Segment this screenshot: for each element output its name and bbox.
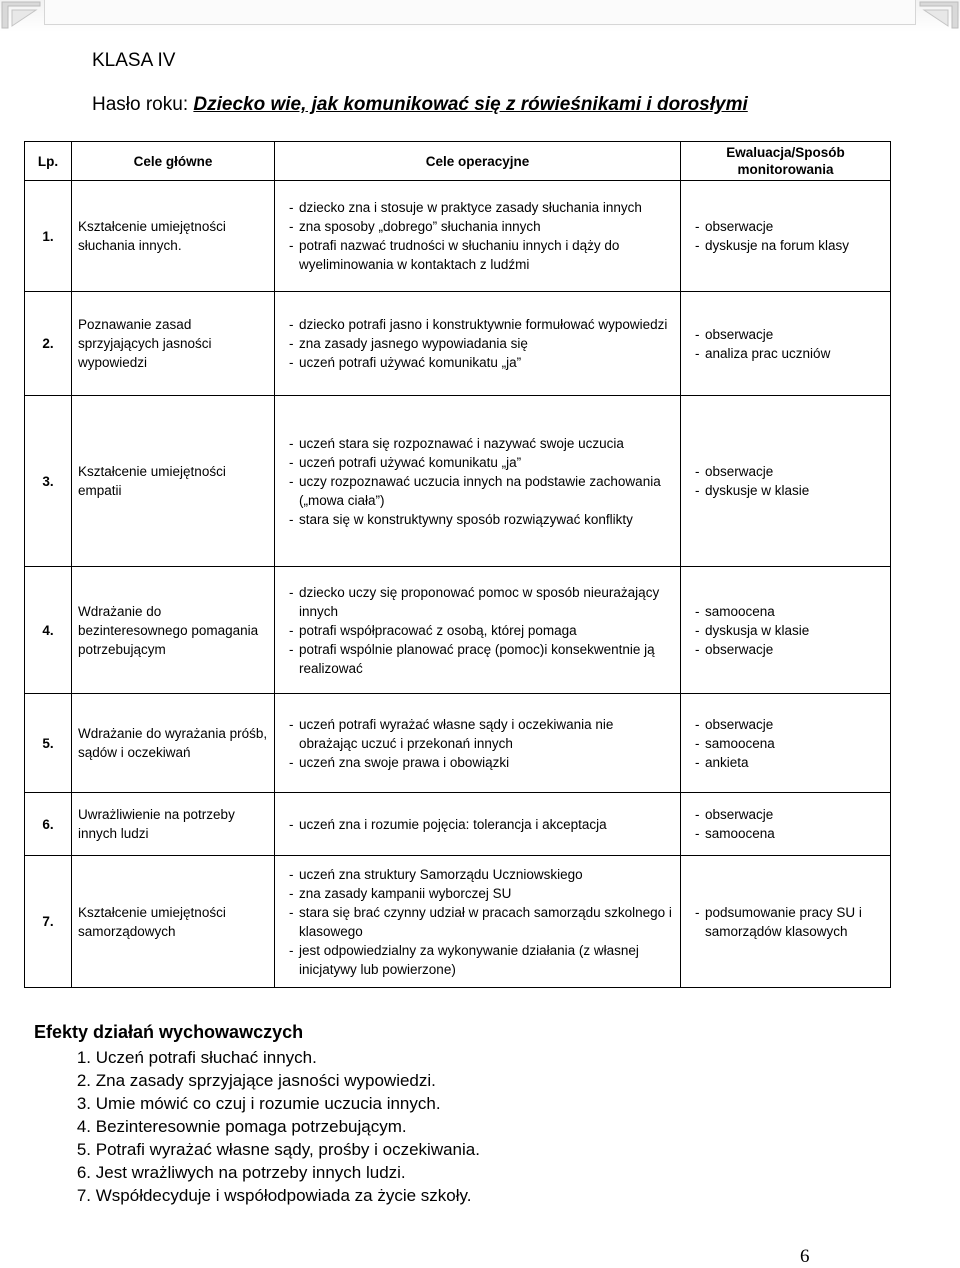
operational-goals: [275, 292, 681, 396]
table-row: [25, 181, 891, 292]
list-item: - dziecko potrafi jasno i konstruktywnie formułować wypowiedzi: [289, 315, 674, 334]
header-evaluation: Ewaluacja/Sposób monitorowania: [681, 142, 891, 181]
list-item: - obserwacje: [695, 640, 884, 659]
evaluation-methods: [681, 567, 891, 694]
effect-number: 5.: [76, 1140, 91, 1159]
list-item: - obserwacje: [695, 325, 884, 344]
corner-ornament-icon: [0, 0, 44, 30]
list-item: - podsumowanie pracy SU i samorządów klasowych: [695, 903, 884, 941]
list-item: - dziecko uczy się proponować pomoc w sposób nieurażający innych: [289, 583, 674, 621]
header-operational-goals: Cele operacyjne: [275, 142, 681, 181]
list-item: - potrafi wspólnie planować pracę (pomoc)i konsekwentnie ją realizować: [289, 640, 674, 678]
class-title: KLASA IV: [92, 50, 176, 71]
effect-number: 2.: [76, 1071, 91, 1090]
operational-goals: [275, 856, 681, 988]
motto-label: Hasło roku:: [92, 94, 189, 115]
list-item: - uczeń stara się rozpoznawać i nazywać swoje uczucia: [289, 434, 674, 453]
effect-number: 4.: [76, 1117, 91, 1136]
table-row: [25, 856, 891, 988]
main-goal: Poznawanie zasad sprzyjających jasności wypowiedzi: [72, 292, 275, 396]
evaluation-methods: [681, 694, 891, 793]
header-frame: [44, 0, 916, 25]
row-number: 7.: [25, 856, 72, 988]
main-goal: Uwrażliwienie na potrzeby innych ludzi: [72, 793, 275, 856]
effect-item: [34, 1115, 480, 1138]
row-number: 2.: [25, 292, 72, 396]
list-item: - obserwacje: [695, 462, 884, 481]
table-header-row: [25, 142, 891, 181]
operational-goals: [275, 181, 681, 292]
motto-text: Dziecko wie, jak komunikować się z rówieśnikami i dorosłymi: [193, 94, 748, 115]
list-item: - samoocena: [695, 824, 884, 843]
list-item: - uczeń zna i rozumie pojęcia: tolerancja i akceptacja: [289, 815, 674, 834]
operational-goals: [275, 396, 681, 567]
effect-item: [34, 1138, 480, 1161]
list-item: - dziecko zna i stosuje w praktyce zasady słuchania innych: [289, 198, 674, 217]
table-row: [25, 694, 891, 793]
evaluation-methods: [681, 292, 891, 396]
operational-goals: [275, 567, 681, 694]
evaluation-methods: [681, 396, 891, 567]
main-goal: Kształcenie umiejętności empatii: [72, 396, 275, 567]
table-row: [25, 396, 891, 567]
list-item: - uczeń zna struktury Samorządu Uczniowskiego: [289, 865, 674, 884]
list-item: - obserwacje: [695, 805, 884, 824]
list-item: - uczeń potrafi używać komunikatu „ja”: [289, 453, 674, 472]
table-row: [25, 793, 891, 856]
list-item: - obserwacje: [695, 217, 884, 236]
row-number: 3.: [25, 396, 72, 567]
list-item: - dyskusja w klasie: [695, 621, 884, 640]
operational-goals: [275, 793, 681, 856]
list-item: - potrafi nazwać trudności w słuchaniu innych i dąży do wyeliminowania w kontaktach z ludźmi: [289, 236, 674, 274]
main-goal: Wdrażanie do wyrażania próśb, sądów i oczekiwań: [72, 694, 275, 793]
main-goal: Kształcenie umiejętności samorządowych: [72, 856, 275, 988]
effect-text: Potrafi wyrażać własne sądy, prośby i oczekiwania.: [95, 1140, 480, 1159]
effect-text: Jest wrażliwych na potrzeby innych ludzi.: [95, 1163, 406, 1182]
list-item: - uczeń potrafi wyrażać własne sądy i oczekiwania nie obrażając uczuć i przekonań innych: [289, 715, 674, 753]
list-item: - uczeń potrafi używać komunikatu „ja”: [289, 353, 674, 372]
list-item: - obserwacje: [695, 715, 884, 734]
effect-item: [34, 1184, 480, 1207]
list-item: - stara się w konstruktywny sposób rozwiązywać konflikty: [289, 510, 674, 529]
effects-heading: Efekty działań wychowawczych: [34, 1022, 304, 1042]
effect-item: [34, 1046, 480, 1069]
effect-item: [34, 1161, 480, 1184]
list-item: - zna zasady kampanii wyborczej SU: [289, 884, 674, 903]
list-item: - jest odpowiedzialny za wykonywanie działania (z własnej inicjatywy lub powierzone): [289, 941, 674, 979]
evaluation-methods: [681, 793, 891, 856]
header-lp: Lp.: [25, 142, 72, 181]
effect-item: [34, 1069, 480, 1092]
row-number: 6.: [25, 793, 72, 856]
effect-number: 3.: [76, 1094, 91, 1113]
effect-number: 7.: [76, 1186, 91, 1205]
effect-number: 6.: [76, 1163, 91, 1182]
table-row: [25, 567, 891, 694]
effect-text: Uczeń potrafi słuchać innych.: [95, 1048, 317, 1067]
effect-item: [34, 1092, 480, 1115]
effect-text: Umie mówić co czuj i rozumie uczucia innych.: [95, 1094, 441, 1113]
list-item: - zna sposoby „dobrego” słuchania innych: [289, 217, 674, 236]
evaluation-methods: [681, 856, 891, 988]
list-item: - zna zasady jasnego wypowiadania się: [289, 334, 674, 353]
list-item: - ankieta: [695, 753, 884, 772]
motto-line: [92, 94, 748, 116]
table-row: [25, 292, 891, 396]
list-item: - samoocena: [695, 734, 884, 753]
main-goal: Kształcenie umiejętności słuchania innych.: [72, 181, 275, 292]
goals-table: [24, 141, 891, 988]
list-item: - uczy rozpoznawać uczucia innych na podstawie zachowania („mowa ciała”): [289, 472, 674, 510]
page-header-band: [0, 0, 960, 32]
page-number: 6: [800, 1246, 810, 1267]
main-goal: Wdrażanie do bezinteresownego pomagania potrzebującym: [72, 567, 275, 694]
row-number: 1.: [25, 181, 72, 292]
corner-ornament-icon: [916, 0, 960, 30]
effect-text: Zna zasady sprzyjające jasności wypowiedzi.: [95, 1071, 436, 1090]
list-item: - dyskusje w klasie: [695, 481, 884, 500]
list-item: - stara się brać czynny udział w pracach samorządu szkolnego i klasowego: [289, 903, 674, 941]
list-item: - samoocena: [695, 602, 884, 621]
effect-text: Współdecyduje i współodpowiada za życie szkoły.: [95, 1186, 472, 1205]
row-number: 5.: [25, 694, 72, 793]
operational-goals: [275, 694, 681, 793]
list-item: - potrafi współpracować z osobą, której pomaga: [289, 621, 674, 640]
list-item: - analiza prac uczniów: [695, 344, 884, 363]
effect-number: 1.: [76, 1048, 91, 1067]
list-item: - dyskusje na forum klasy: [695, 236, 884, 255]
row-number: 4.: [25, 567, 72, 694]
list-item: - uczeń zna swoje prawa i obowiązki: [289, 753, 674, 772]
effects-list: [34, 1046, 480, 1207]
evaluation-methods: [681, 181, 891, 292]
effect-text: Bezinteresownie pomaga potrzebującym.: [95, 1117, 407, 1136]
header-main-goals: Cele główne: [72, 142, 275, 181]
